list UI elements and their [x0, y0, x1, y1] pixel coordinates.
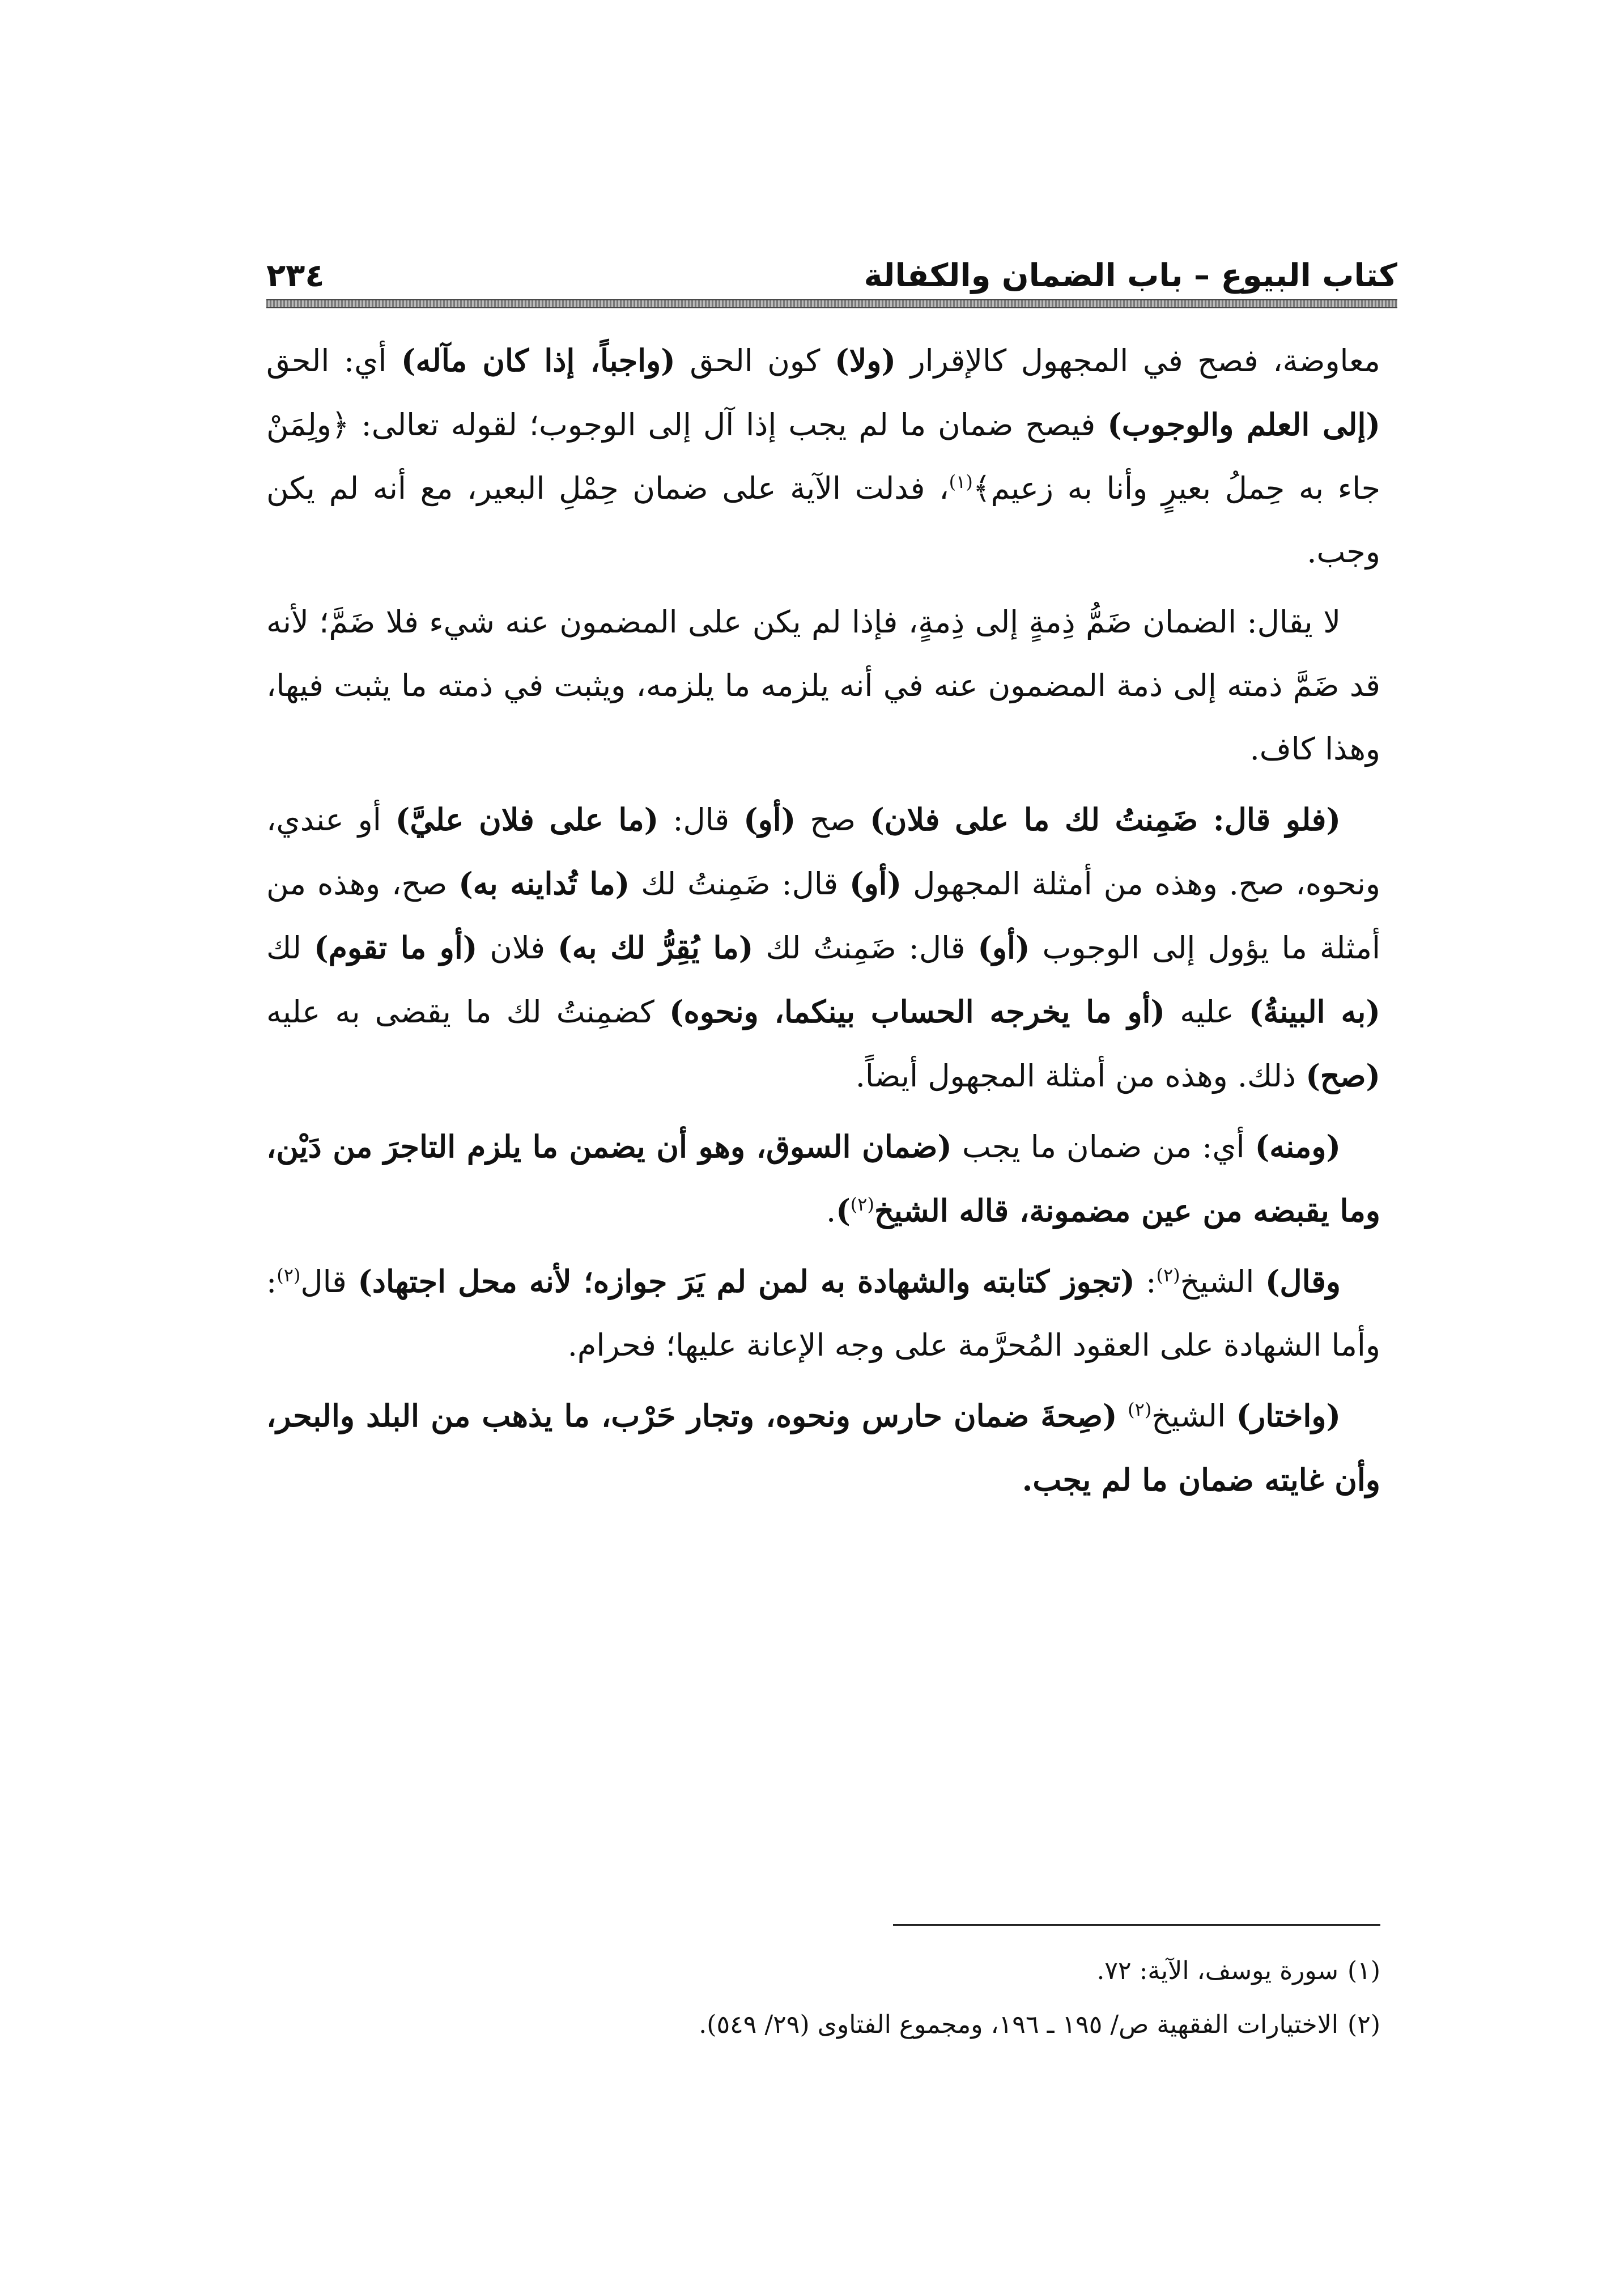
commentary-text: فلان	[477, 930, 558, 966]
footnote-2	[266, 1998, 1380, 2052]
footnote-divider	[893, 1924, 1380, 1926]
matn-text: (أو)	[977, 929, 1030, 966]
matn-text: (ما يُقِرُّ لك به)	[558, 929, 754, 966]
commentary-text: صح	[796, 802, 870, 838]
commentary-text: قال: ضَمِنتُ لك	[753, 930, 978, 966]
matn-text: (ضمان السوق، وهو أن يضمن ما يلزم التاجرَ من دَيْن، وما يقبضه من عين مضمونة، قاله الشيخ	[266, 1128, 1380, 1229]
commentary-text: أو عندي، ونحوه، صح. وهذه من أمثلة المجهول	[266, 802, 1381, 902]
commentary-text: قال: ضَمِنتُ لك	[630, 866, 850, 902]
commentary-text: عليه	[1165, 994, 1249, 1030]
matn-text: (إلى العلم والوجوب)	[1107, 406, 1381, 443]
matn-text: (ومنه)	[1255, 1128, 1341, 1165]
commentary-text: لا يقال: الضمان ضَمُّ ذِمةٍ إلى ذِمةٍ، فإذا لم يكن على المضمون عنه شيء فلا ضَمَّ؛ لأنه قد ضَمَّ ذمته إلى ذمة المضمون عنه في أنه يلزمه ما يلزمه، ويثبت في ذمته ما يثبت فيها، وهذا كاف.	[266, 604, 1381, 767]
footnote-reference: (٢)	[850, 1194, 874, 1215]
matn-text: (واجباً، إذا كان مآله)	[401, 342, 675, 379]
commentary-text: صح، وهذه من أمثلة ما يؤول إلى الوجوب	[266, 866, 1380, 966]
chapter-title: كتاب البيوع – باب الضمان والكفالة	[864, 257, 1397, 294]
paragraph	[266, 1384, 1380, 1512]
commentary-text: .	[826, 1193, 836, 1229]
matn-text: (أو ما تقوم)	[313, 929, 478, 966]
matn-text: (أو ما يخرجه الحساب بينكما، ونحوه)	[669, 993, 1166, 1030]
commentary-text: ذلك. وهذه من أمثلة المجهول أيضاً.	[855, 1058, 1306, 1094]
matn-text: (صِحةَ ضمان حارس ونحوه، وتجار حَرْب، ما يذهب من البلد والبحر، وأن غايته ضمان ما لم يجب.	[266, 1398, 1380, 1498]
matn-text: (ولا)	[835, 342, 896, 379]
running-header	[266, 224, 1397, 292]
matn-text: وقال)	[1265, 1263, 1341, 1300]
matn-text: )	[836, 1192, 851, 1229]
footnote-reference: (١)	[949, 471, 973, 492]
matn-text: (أو)	[849, 865, 902, 902]
footnote-text: الاختيارات الفقهية ص/ ١٩٥ ـ ١٩٦، ومجموع الفتاوى (٢٩/ ٥٤٩).	[699, 2010, 1339, 2039]
commentary-text: قال	[300, 1264, 358, 1300]
footnote-number: (١)	[1347, 1956, 1380, 1985]
footnote-reference: (٢)	[1156, 1264, 1180, 1286]
matn-text: (تجوز كتابته والشهادة به لمن لم يَرَ جوازه؛ لأنه محل اجتهاد)	[358, 1263, 1135, 1300]
matn-text: (به البينةُ)	[1248, 993, 1380, 1030]
footnote-number: (٢)	[1347, 2010, 1380, 2039]
commentary-text: معاوضة، فصح في المجهول كالإقرار	[896, 343, 1380, 379]
commentary-text: كضمِنتُ لك ما يقضى به عليه	[266, 994, 669, 1030]
commentary-text: الشيخ	[1180, 1264, 1265, 1300]
commentary-text: كون الحق	[675, 343, 835, 379]
commentary-text: أي: من ضمان ما يجب	[951, 1129, 1255, 1165]
commentary-text: لك	[266, 930, 314, 966]
matn-text: (فلو قال: ضَمِنتُ لك ما على فلان)	[870, 801, 1341, 838]
page-number: ٢٣٤	[266, 257, 325, 294]
commentary-text: : وأما الشهادة على العقود المُحرَّمة على وجه الإعانة عليها؛ فحرام.	[266, 1264, 1380, 1363]
paragraph	[266, 788, 1380, 1108]
matn-text: (ما على فلان عليَّ)	[395, 801, 659, 838]
commentary-text: :	[1134, 1264, 1157, 1300]
footnote-1	[266, 1944, 1380, 1998]
footnotes	[266, 1944, 1380, 2052]
footnote-reference: (٢)	[1128, 1399, 1152, 1420]
header-divider	[266, 299, 1397, 308]
main-text	[266, 329, 1380, 1519]
paragraph	[266, 329, 1380, 584]
matn-text: (ما تُداينه به)	[458, 865, 630, 902]
footnote-reference: (٢)	[277, 1264, 301, 1286]
matn-text: (صح)	[1306, 1058, 1380, 1094]
commentary-text: ، فدلت الآية على ضمان حِمْلِ البعير، مع أنه لم يكن وجب.	[266, 470, 1380, 570]
paragraph	[266, 1115, 1380, 1243]
commentary-text	[1117, 1398, 1128, 1434]
commentary-text: قال:	[658, 802, 744, 838]
commentary-text: فيصح ضمان ما لم يجب إذا آل إلى الوجوب؛ لقوله تعالى: ﴿ولِمَنْ جاء به حِملُ بعيرٍ وأنا به زعيم﴾	[266, 407, 1380, 506]
paragraph	[266, 591, 1380, 781]
commentary-text: الشيخ	[1151, 1398, 1236, 1434]
paragraph	[266, 1250, 1380, 1377]
matn-text: (أو)	[743, 801, 796, 838]
matn-text: (واختار)	[1236, 1398, 1341, 1434]
footnote-text: سورة يوسف، الآية: ٧٢.	[1096, 1956, 1339, 1985]
commentary-text: أي: الحق	[266, 343, 401, 379]
